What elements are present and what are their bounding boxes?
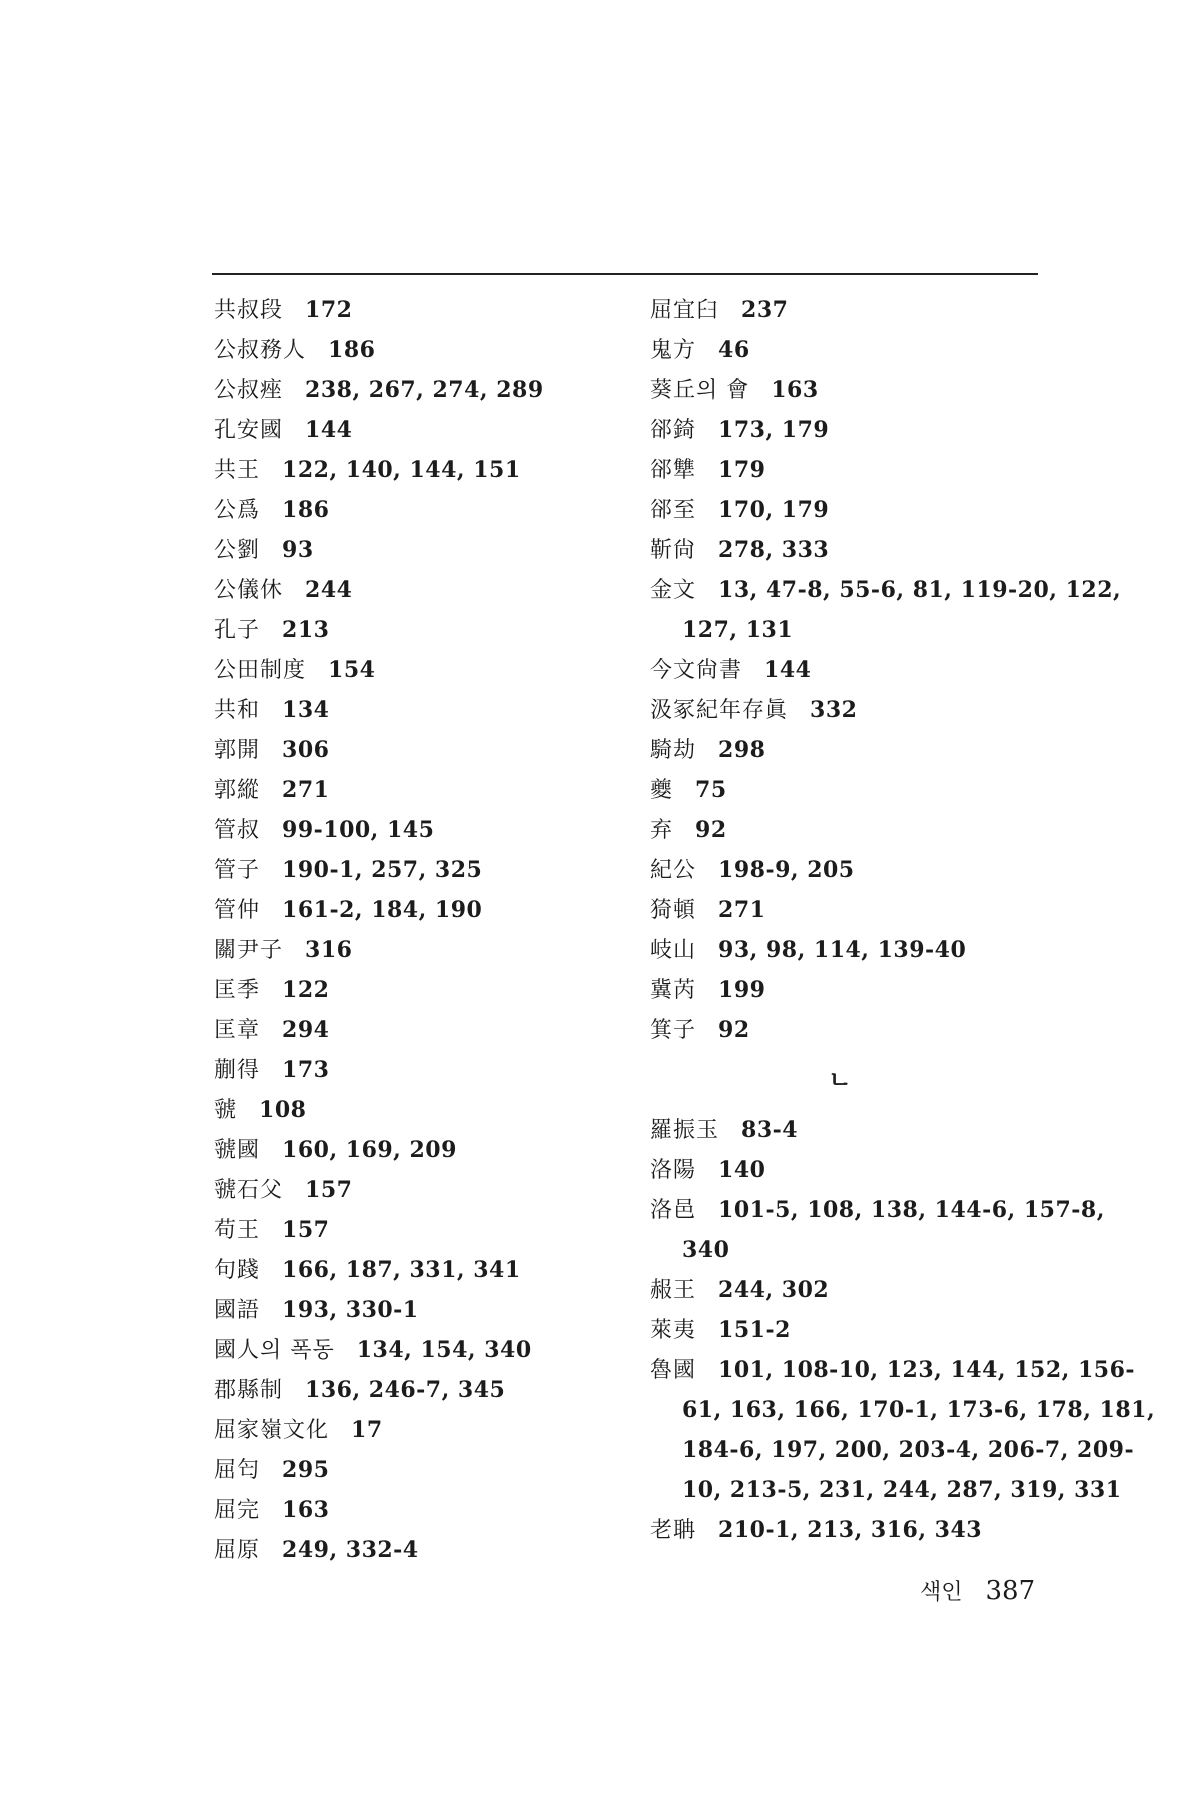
entry-pages: 99-100, 145 [282, 817, 435, 843]
index-entry [650, 530, 1070, 570]
entry-pages: 193, 330-1 [282, 1297, 419, 1323]
index-column-right [650, 290, 1156, 1550]
entry-pages: 17 [351, 1417, 383, 1443]
entry-term: 孔安國 [214, 418, 284, 443]
index-entry [650, 650, 1070, 690]
entry-term: 公儀休 [214, 578, 284, 603]
index-entry-continuation [650, 610, 1070, 650]
entry-term: 公叔痤 [214, 378, 284, 403]
entry-pages: 122, 140, 144, 151 [282, 457, 521, 483]
index-entry [650, 1270, 1070, 1310]
index-entry [650, 770, 1070, 810]
entry-term: 魯國 [650, 1358, 697, 1383]
entry-term: 岐山 [650, 938, 697, 963]
footer-label: 색인 [920, 1580, 963, 1605]
index-entry [214, 650, 634, 690]
index-entry [214, 610, 634, 650]
entry-pages: 237 [741, 297, 789, 323]
index-entry-continuation [650, 1230, 1070, 1270]
entry-term: 孔子 [214, 618, 261, 643]
index-entry [650, 1310, 1070, 1350]
entry-pages: 271 [718, 897, 766, 923]
entry-term: 匡季 [214, 978, 261, 1003]
entry-pages: 238, 267, 274, 289 [305, 377, 544, 403]
entry-term: 屈家嶺文化 [214, 1418, 330, 1443]
entry-pages: 271 [282, 777, 330, 803]
index-entry [214, 530, 634, 570]
index-entry [214, 1370, 634, 1410]
entry-term: 汲冢紀年存眞 [650, 698, 789, 723]
index-entry [214, 1210, 634, 1250]
entry-term: 公田制度 [214, 658, 307, 683]
index-entry [214, 1450, 634, 1490]
entry-term: 紀公 [650, 858, 697, 883]
index-entry [214, 850, 634, 890]
entry-term: 箕子 [650, 1018, 697, 1043]
index-entry [650, 1010, 1070, 1050]
entry-pages: 127, 131 [682, 617, 794, 643]
index-entry [214, 490, 634, 530]
entry-pages: 249, 332-4 [282, 1537, 419, 1563]
index-entry [650, 1110, 1070, 1150]
index-entry-continuation [650, 1390, 1156, 1430]
entry-pages: 108 [259, 1097, 307, 1123]
index-entry [214, 1410, 634, 1450]
entry-term: 郡縣制 [214, 1378, 284, 1403]
entry-pages: 134 [282, 697, 330, 723]
index-entry [214, 330, 634, 370]
index-entry [214, 1050, 634, 1090]
entry-term: 公爲 [214, 498, 261, 523]
entry-term: 金文 [650, 578, 697, 603]
entry-term: 屈匄 [214, 1458, 261, 1483]
entry-term: 郭縱 [214, 778, 261, 803]
index-entry [214, 770, 634, 810]
entry-pages: 92 [695, 817, 727, 843]
entry-pages: 184-6, 197, 200, 203-4, 206-7, 209- [682, 1437, 1135, 1463]
index-entry [214, 930, 634, 970]
entry-pages: 161-2, 184, 190 [282, 897, 483, 923]
entry-pages: 244 [305, 577, 353, 603]
index-entry [650, 1350, 1136, 1390]
entry-term: 匡章 [214, 1018, 261, 1043]
entry-pages: 46 [718, 337, 750, 363]
entry-pages: 157 [282, 1217, 330, 1243]
header-rule [212, 273, 1038, 275]
index-entry [650, 1190, 1105, 1230]
entry-pages: 213 [282, 617, 330, 643]
index-entry [214, 1330, 634, 1370]
section-heading: ㄴ [828, 1066, 852, 1094]
entry-pages: 136, 246-7, 345 [305, 1377, 506, 1403]
entry-term: 共叔段 [214, 298, 284, 323]
index-entry [650, 970, 1070, 1010]
index-entry [650, 1150, 1070, 1190]
entry-term: 屈完 [214, 1498, 261, 1523]
entry-term: 苟王 [214, 1218, 261, 1243]
entry-pages: 173 [282, 1057, 330, 1083]
index-entry [650, 810, 1070, 850]
entry-pages: 179 [718, 457, 766, 483]
entry-term: 虢石父 [214, 1178, 284, 1203]
entry-pages: 101, 108-10, 123, 144, 152, 156- [718, 1357, 1136, 1383]
entry-term: 羅振玉 [650, 1118, 720, 1143]
entry-pages: 294 [282, 1017, 330, 1043]
entry-pages: 295 [282, 1457, 330, 1483]
entry-pages: 92 [718, 1017, 750, 1043]
entry-pages: 306 [282, 737, 330, 763]
index-entry [214, 730, 634, 770]
index-entry [650, 450, 1070, 490]
entry-pages: 160, 169, 209 [282, 1137, 457, 1163]
index-entry [650, 930, 1070, 970]
entry-term: 洛陽 [650, 1158, 697, 1183]
entry-term: 萊夷 [650, 1318, 697, 1343]
entry-term: 洛邑 [650, 1198, 697, 1223]
entry-term: 郤至 [650, 498, 697, 523]
index-entry [650, 730, 1070, 770]
entry-term: 鬼方 [650, 338, 697, 363]
entry-pages: 134, 154, 340 [356, 1337, 532, 1363]
entry-term: 猗頓 [650, 898, 697, 923]
entry-pages: 75 [695, 777, 727, 803]
index-entry [650, 850, 1070, 890]
entry-pages: 316 [305, 937, 353, 963]
index-entry [650, 290, 1070, 330]
index-entry [214, 1530, 634, 1570]
index-entry [214, 1090, 634, 1130]
index-entry-continuation [650, 1470, 1122, 1510]
index-entry [650, 370, 1070, 410]
entry-pages: 210-1, 213, 316, 343 [718, 1517, 983, 1543]
index-entry [650, 1510, 1070, 1550]
entry-pages: 144 [305, 417, 353, 443]
index-column-left [214, 290, 634, 1570]
entry-term: 虢 [214, 1098, 238, 1123]
index-entry [214, 450, 634, 490]
entry-pages: 101-5, 108, 138, 144-6, 157-8, [718, 1197, 1105, 1223]
index-entry [214, 1250, 634, 1290]
entry-pages: 166, 187, 331, 341 [282, 1257, 521, 1283]
entry-pages: 244, 302 [718, 1277, 830, 1303]
index-entry [214, 690, 634, 730]
entry-pages: 157 [305, 1177, 353, 1203]
index-entry [214, 290, 634, 330]
entry-term: 夔 [650, 778, 674, 803]
entry-term: 管子 [214, 858, 261, 883]
entry-pages: 199 [718, 977, 766, 1003]
entry-pages: 83-4 [741, 1117, 799, 1143]
entry-term: 郭開 [214, 738, 261, 763]
entry-term: 老聃 [650, 1518, 697, 1543]
index-entry [650, 490, 1070, 530]
entry-term: 管叔 [214, 818, 261, 843]
page-number: 387 [985, 1576, 1036, 1606]
page-footer [920, 1575, 1035, 1606]
entry-pages: 190-1, 257, 325 [282, 857, 483, 883]
entry-term: 葵丘의 會 [650, 378, 750, 403]
index-entry [214, 1010, 634, 1050]
index-entry [650, 890, 1070, 930]
entry-pages: 172 [305, 297, 353, 323]
entry-term: 郤犨 [650, 458, 697, 483]
entry-pages: 163 [771, 377, 819, 403]
entry-term: 公劉 [214, 538, 261, 563]
entry-pages: 93 [282, 537, 314, 563]
entry-term: 國人의 폭동 [214, 1338, 335, 1363]
entry-term: 管仲 [214, 898, 261, 923]
entry-pages: 173, 179 [718, 417, 830, 443]
entry-pages: 170, 179 [718, 497, 830, 523]
entry-term: 郤錡 [650, 418, 697, 443]
index-entry [214, 1170, 634, 1210]
entry-term: 屈原 [214, 1538, 261, 1563]
entry-pages: 298 [718, 737, 766, 763]
entry-term: 騎劫 [650, 738, 697, 763]
entry-pages: 186 [282, 497, 330, 523]
entry-pages: 122 [282, 977, 330, 1003]
index-entry-continuation [650, 1430, 1135, 1470]
entry-term: 蒯得 [214, 1058, 261, 1083]
entry-term: 國語 [214, 1298, 261, 1323]
index-entry [214, 370, 634, 410]
index-entry [214, 890, 634, 930]
index-entry [650, 570, 1122, 610]
entry-pages: 332 [810, 697, 858, 723]
entry-term: 弃 [650, 818, 674, 843]
index-entry [650, 410, 1070, 450]
entry-term: 關尹子 [214, 938, 284, 963]
index-entry [214, 410, 634, 450]
entry-term: 靳尙 [650, 538, 697, 563]
entry-term: 共和 [214, 698, 261, 723]
entry-pages: 144 [764, 657, 812, 683]
index-entry [650, 690, 1070, 730]
index-entry [214, 1490, 634, 1530]
entry-term: 屈宜臼 [650, 298, 720, 323]
entry-pages: 61, 163, 166, 170-1, 173-6, 178, 181, [682, 1397, 1156, 1423]
entry-pages: 340 [682, 1237, 730, 1263]
entry-term: 冀芮 [650, 978, 697, 1003]
entry-term: 句踐 [214, 1258, 261, 1283]
entry-pages: 186 [328, 337, 376, 363]
entry-pages: 163 [282, 1497, 330, 1523]
index-entry [214, 1130, 634, 1170]
index-entry [214, 570, 634, 610]
entry-term: 公叔務人 [214, 338, 307, 363]
entry-pages: 198-9, 205 [718, 857, 855, 883]
index-entry [214, 1290, 634, 1330]
entry-term: 共王 [214, 458, 261, 483]
entry-pages: 93, 98, 114, 139-40 [718, 937, 967, 963]
entry-term: 今文尙書 [650, 658, 743, 683]
entry-term: 赧王 [650, 1278, 697, 1303]
entry-pages: 278, 333 [718, 537, 830, 563]
entry-pages: 154 [328, 657, 376, 683]
entry-pages: 151-2 [718, 1317, 791, 1343]
entry-term: 虢國 [214, 1138, 261, 1163]
index-entry [214, 970, 634, 1010]
index-entry [214, 810, 634, 850]
entry-pages: 140 [718, 1157, 766, 1183]
entry-pages: 13, 47-8, 55-6, 81, 119-20, 122, [718, 577, 1122, 603]
entry-pages: 10, 213-5, 231, 244, 287, 319, 331 [682, 1477, 1122, 1503]
index-entry [650, 330, 1070, 370]
